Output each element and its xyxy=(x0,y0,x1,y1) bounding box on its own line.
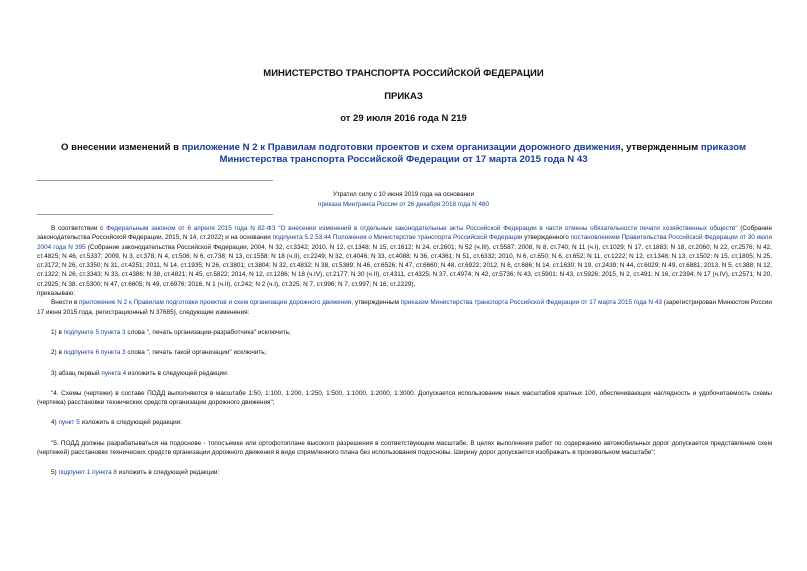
item-2-text-2: слова ", печать такой организации" исключить; xyxy=(125,349,267,357)
divider-top xyxy=(37,180,273,181)
main-link-order[interactable]: приказом Министерства транспорта Российской Федерации от 17 марта 2015 года N 43 xyxy=(400,299,662,307)
item-5-text-2: изложить в следующей редакции: xyxy=(116,469,220,477)
divider-bottom xyxy=(37,214,273,215)
list-item xyxy=(37,468,772,477)
link-government-resolution[interactable]: постановлением Правительства Российской Федерации от 30 июля 2004 года N 395 xyxy=(37,234,772,251)
document-title xyxy=(36,142,771,166)
list-item xyxy=(37,328,772,337)
item-1-text-1: 1) в xyxy=(51,328,64,336)
intro-text-3: утвержденного xyxy=(522,234,571,242)
item-3-link[interactable]: пункта 4 xyxy=(101,369,127,377)
main-text-3: (зарегистрирован Минюстом России 17 июня 2015 года, регистрационный N 37685), следующие изменения: xyxy=(37,299,773,316)
status-line: Утратил силу с 10 июня 2019 года на основании xyxy=(332,191,475,198)
document-type: ПРИКАЗ xyxy=(384,91,423,102)
main-text-2: , утвержденным xyxy=(351,299,401,307)
link-federal-law[interactable]: Федеральным законом от 6 апреля 2015 года N 82-ФЗ "О внесении изменений в отдельные законодательные акты Российской Федерации в части отмены обязательности печати хозяйственных обществ" xyxy=(106,225,738,232)
item-1-link[interactable]: подпункте 5 пункта 3 xyxy=(63,328,126,336)
title-link-order[interactable]: приказом Министерства транспорта Российской Федерации от 17 марта 2015 года N 43 xyxy=(219,142,747,165)
quoted-paragraph-4: "4. Схемы (чертежи) в составе ПОДД выполняются в масштабе 1:50, 1:100, 1:200, 1:250, 1:500, 1:1000, 1:2000, 1:3000. Допускается использование иных масштабов кратных 100, обеспечивающих наглядность и удобочитаемость схемы (чертежа) расстановки технических средств организации дорожного движения"; xyxy=(37,389,772,407)
ministry-heading: МИНИСТЕРСТВО ТРАНСПОРТА РОССИЙСКОЙ ФЕДЕРАЦИИ xyxy=(263,68,544,79)
item-4-link[interactable]: пункт 5 xyxy=(58,419,80,427)
list-item xyxy=(37,369,772,378)
list-item xyxy=(37,348,772,357)
item-3-text-1: 3) абзац первый xyxy=(51,369,102,377)
title-link-appendix[interactable]: приложение N 2 к Правилам подготовки проектов и схем организации дорожного движения xyxy=(181,142,621,153)
document-body xyxy=(37,224,772,478)
item-4-text-2: изложить в следующей редакции: xyxy=(79,419,183,427)
quoted-paragraph-5: "5. ПОДД должны разрабатываться на подоснове - топосъемке или ортофотоплане высокого разрешения в соответствующем масштабе. В целях выполнения работ по содержанию автомобильных дорог допускается представление схем (чертежей) расстановки технических средств организации дорожного движения в виде спрямленного плана без использования подосновы. Ширину дорог допускается изображать в произвольном масштабе"; xyxy=(37,439,772,457)
item-1-text-2: слова ", печать организации-разработчика" исключить; xyxy=(125,328,291,336)
item-2-text-1: 2) в xyxy=(51,349,64,357)
item-5-text-1: 5) xyxy=(51,469,59,477)
item-3-text-2: изложить в следующей редакции: xyxy=(126,369,229,377)
link-regulation-subpoint[interactable]: подпункта 5.2.53.44 Положения о Министерстве транспорта Российской Федерации xyxy=(272,234,523,242)
status-link[interactable]: приказа Минтранса России от 26 декабря 2018 года N 480 xyxy=(318,201,489,208)
list-item xyxy=(37,418,772,427)
status-note xyxy=(0,190,807,210)
item-5-link[interactable]: подпункт 1 пункта 8 xyxy=(58,469,117,477)
main-link-appendix[interactable]: приложение N 2 к Правилам подготовки проектов и схем организации дорожного движения xyxy=(79,299,352,307)
item-4-text-1: 4) xyxy=(51,419,59,427)
item-2-link[interactable]: подпункте 6 пункта 3 xyxy=(63,349,126,357)
main-paragraph xyxy=(37,298,772,317)
main-text-1: Внести в xyxy=(51,299,80,307)
intro-paragraph xyxy=(37,224,772,289)
intro-text-1: В соответствии с xyxy=(51,225,107,232)
intro-text-2: (Собрание законодательства Российской Федерации, 2015, N 14, ст.2022) и на основании xyxy=(37,225,773,242)
intro-text-4: (Собрание законодательства Российской Федерации, 2004, N 32, ст.3342; 2010, N 12, ст.1348; N 15, ст.1612; N 24, ст.2601; N 52 (ч.III), ст.5587; 2008, N 8, ст.740; N 11 (ч.I), ст.1029; N 17, ст.1883; N 18, ст.2060; N 22, ст.2576; N 42, ст.4825; N 46, ст.5337; 2009, N 3, ст.378; N 4, ст.506; N 6, ст.738; N 13, ст.1558; N 18 (ч.II), ст.2249; N 32, ст.4046; N 33, ст.4088; N 36, ст.4361; N 51, ст.6332; 2010, N 6, ст.650; N 6, ст.652; N 11, ст.1222; N 12, ст.1348; N 13, ст.1502; N 15, ст.1805; N 25, ст.3172; N 26, ст.3350; N 31, ст.4251; 2011, N 14, ст.1935; N 26, ст.3801; ст.3804; N 32, ст.4832; N 38, ст.5389; N 46, ст.6526; N 47, ст.6660; N 48, ст.6922; 2012, N 6, ст.686; N 14, ст.1630; N 19, ст.2439; N 44, ст.6029; N 49, ст.6881; 2013, N 5, ст.388; N 12, ст.1322; N 26, ст.3343; N 33, ст.4386; N 38, ст.4821; N 45, ст.5822; 2014, N 12, ст.1286; N 18 (ч.IV), ст.2177; N 30 (ч.II), ст.4311, ст.4325; N 37, ст.4974; N 42, ст.5736; N 43, ст.5901; N 43, ст.5926; 2015, N 2, ст.491; N 16, ст.2394; N 17 (ч.IV), ст.2571; N 20, ст.2925; N 38, ст.5300; N 47, ст.6605; N 49, ст.6976; 2016, N 1 (ч.II), ст.242; N 2 (ч.I), ст.325; N 7, ст.996; N 7, ст.997; N 16, ст.2229), xyxy=(37,243,772,288)
title-text-2: , утвержденным xyxy=(620,142,701,153)
title-text-1: О внесении изменений в xyxy=(60,142,182,153)
order-word: приказываю: xyxy=(37,290,75,298)
document-date: от 29 июля 2016 года N 219 xyxy=(340,113,467,124)
